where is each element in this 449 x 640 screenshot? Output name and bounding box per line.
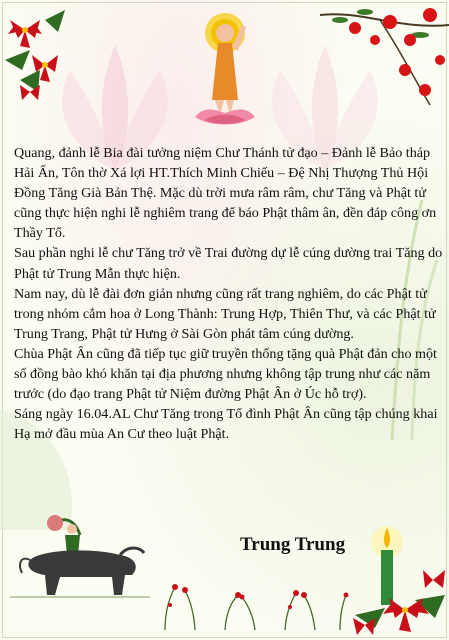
red-flower-branch-icon bbox=[320, 0, 449, 110]
article-body bbox=[14, 143, 444, 444]
buffalo-with-child-icon bbox=[10, 505, 150, 600]
paragraph-1: Quang, đảnh lễ Bia đài tưởng niệm Chư Thánh tử đạo – Đảnh lễ Bảo tháp Hải Ấn, Tôn thờ Xá lợi HT.Thích Minh Chiếu – Đệ Nhị Thượng Thủ Hội Đồng Tăng Già Bản Thệ. Mặc dù trời mưa râm râm, chư Tăng và Phật tử cũng thực hiện nghi lễ nghiêm trang để báo Phật thâm ân, đền đáp công ơn Thầy Tổ. bbox=[14, 145, 437, 242]
paragraph-3: Nam nay, dù lễ đài đơn giản nhưng cũng rất trang nghiêm, do các Phật tử trong nhóm cắm hoa ở Long Thành: Trung Hợp, Thiên Thư, và các Phật tử Trung Trang, Phật tử Hưng ở Sài Gòn phát tâm cúng dường. bbox=[14, 285, 436, 342]
paragraph-5: Sáng ngày 16.04.AL Chư Tăng trong Tổ đình Phật Ân cũng tập chúng khai Hạ mở đầu mùa An Cư theo luật Phật. bbox=[14, 406, 438, 443]
paragraph-4: Chùa Phật Ân cũng đã tiếp tục giữ truyền thống tặng quà Phật đản cho một số đồng bào khó khăn tại địa phương nhưng không tập trung như các năm trước (do đạo trang Phật tử Niệm đường Phật Ân ở Úc hỗ trợ). bbox=[14, 345, 437, 403]
red-flower-sprigs-icon bbox=[150, 565, 350, 635]
paragraph-2: Sau phần nghi lễ chư Tăng trở về Trai đường dự lễ cúng dường trai Tăng do Phật tử Trung Mẫn thực hiện. bbox=[14, 245, 443, 282]
candle-with-poinsettia-icon bbox=[345, 520, 449, 640]
baby-buddha-on-lotus-icon bbox=[180, 5, 270, 135]
author-signature: Trung Trung bbox=[240, 534, 346, 555]
poinsettia-flowers-icon bbox=[0, 0, 80, 110]
